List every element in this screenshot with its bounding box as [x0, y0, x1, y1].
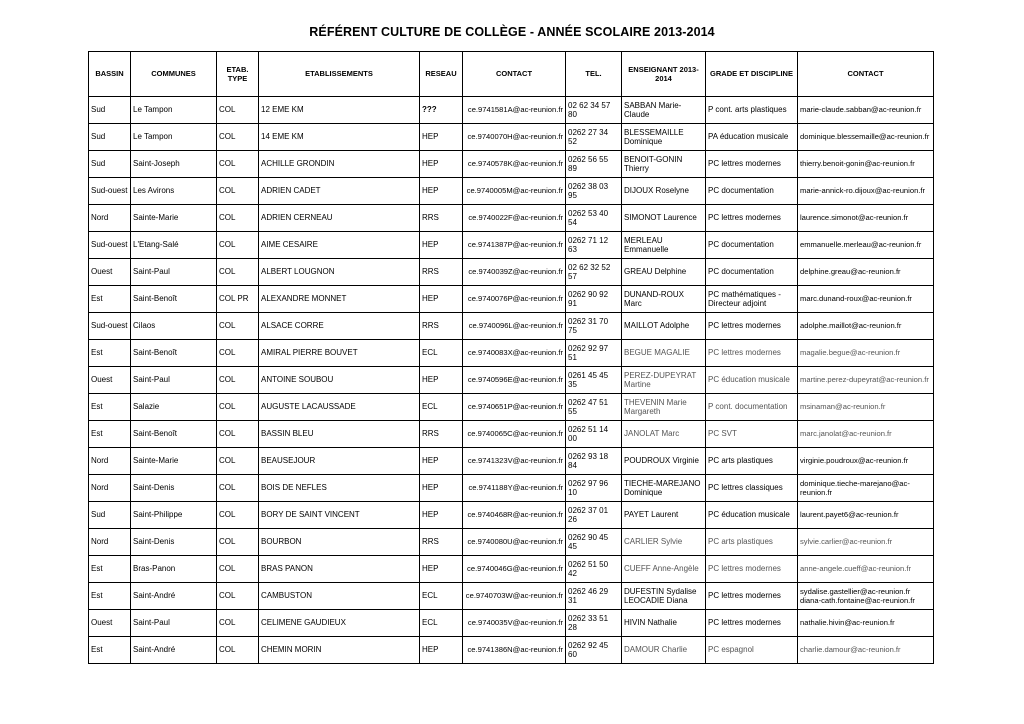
cell-bassin: Nord	[89, 448, 131, 475]
cell-grade: PC lettres modernes	[706, 205, 798, 232]
cell-email: martine.perez-dupeyrat@ac-reunion.fr	[798, 367, 934, 394]
cell-enseignant: THEVENIN Marie Margareth	[622, 394, 706, 421]
cell-bassin: Sud-ouest	[89, 232, 131, 259]
cell-etab-type: COL	[217, 367, 259, 394]
cell-etablissement: ADRIEN CERNEAU	[259, 205, 420, 232]
cell-grade: PC lettres modernes	[706, 583, 798, 610]
cell-tel: 0262 51 50 42	[566, 556, 622, 583]
cell-grade: PC documentation	[706, 259, 798, 286]
cell-enseignant: SABBAN Marie-Claude	[622, 97, 706, 124]
cell-bassin: Nord	[89, 205, 131, 232]
cell-contact: ce.9740076P@ac-reunion.fr	[463, 286, 566, 313]
cell-etablissement: AMIRAL PIERRE BOUVET	[259, 340, 420, 367]
cell-bassin: Est	[89, 583, 131, 610]
cell-contact: ce.9741581A@ac-reunion.fr	[463, 97, 566, 124]
cell-contact: ce.9741188Y@ac-reunion.fr	[463, 475, 566, 502]
table-row	[89, 502, 934, 529]
cell-bassin: Sud	[89, 151, 131, 178]
referents-table	[88, 51, 934, 664]
cell-etab-type: COL PR	[217, 286, 259, 313]
cell-email: sylvie.carlier@ac-reunion.fr	[798, 529, 934, 556]
cell-contact: ce.9740596E@ac-reunion.fr	[463, 367, 566, 394]
cell-tel: 02 62 34 57 80	[566, 97, 622, 124]
cell-bassin: Est	[89, 637, 131, 664]
cell-tel: 0262 31 70 75	[566, 313, 622, 340]
cell-contact: ce.9740035V@ac-reunion.fr	[463, 610, 566, 637]
header-communes: COMMUNES	[131, 52, 217, 97]
cell-contact: ce.9740065C@ac-reunion.fr	[463, 421, 566, 448]
cell-reseau: HEP	[420, 367, 463, 394]
cell-etablissement: CELIMENE GAUDIEUX	[259, 610, 420, 637]
cell-reseau: HEP	[420, 556, 463, 583]
cell-etab-type: COL	[217, 637, 259, 664]
cell-etab-type: COL	[217, 151, 259, 178]
table-row	[89, 340, 934, 367]
cell-contact: ce.9740578K@ac-reunion.fr	[463, 151, 566, 178]
cell-email: marc.janolat@ac-reunion.fr	[798, 421, 934, 448]
cell-enseignant: BLESSEMAILLE Dominique	[622, 124, 706, 151]
cell-tel: 0262 56 55 89	[566, 151, 622, 178]
cell-reseau: ECL	[420, 340, 463, 367]
cell-email: marie-claude.sabban@ac-reunion.fr	[798, 97, 934, 124]
cell-email: laurent.payet6@ac-reunion.fr	[798, 502, 934, 529]
cell-enseignant: BEGUE MAGALIE	[622, 340, 706, 367]
cell-grade: PC arts plastiques	[706, 448, 798, 475]
header-contact-email: CONTACT	[798, 52, 934, 97]
cell-etablissement: ADRIEN CADET	[259, 178, 420, 205]
cell-enseignant: PAYET Laurent	[622, 502, 706, 529]
cell-etab-type: COL	[217, 448, 259, 475]
table-row	[89, 151, 934, 178]
cell-enseignant: MERLEAU Emmanuelle	[622, 232, 706, 259]
cell-contact: ce.9740080U@ac-reunion.fr	[463, 529, 566, 556]
cell-reseau: HEP	[420, 124, 463, 151]
cell-email: dominique.tieche-marejano@ac-reunion.fr	[798, 475, 934, 502]
cell-etablissement: BORY DE SAINT VINCENT	[259, 502, 420, 529]
cell-email: charlie.damour@ac-reunion.fr	[798, 637, 934, 664]
cell-tel: 0261 45 45 35	[566, 367, 622, 394]
cell-commune: Le Tampon	[131, 124, 217, 151]
cell-enseignant: MAILLOT Adolphe	[622, 313, 706, 340]
cell-etab-type: COL	[217, 529, 259, 556]
cell-grade: PC espagnol	[706, 637, 798, 664]
page-title: RÉFÉRENT CULTURE DE COLLÈGE - ANNÉE SCOLAIRE 2013-2014	[309, 25, 715, 39]
cell-email: laurence.simonot@ac-reunion.fr	[798, 205, 934, 232]
header-contact: CONTACT	[463, 52, 566, 97]
table-row	[89, 205, 934, 232]
cell-etab-type: COL	[217, 340, 259, 367]
cell-reseau: RRS	[420, 529, 463, 556]
cell-grade: PC lettres classiques	[706, 475, 798, 502]
cell-enseignant: SIMONOT Laurence	[622, 205, 706, 232]
table-row	[89, 232, 934, 259]
cell-grade: PC SVT	[706, 421, 798, 448]
cell-bassin: Ouest	[89, 610, 131, 637]
cell-commune: Saint-André	[131, 583, 217, 610]
cell-commune: Saint-Denis	[131, 529, 217, 556]
cell-etablissement: 12 EME KM	[259, 97, 420, 124]
cell-etab-type: COL	[217, 556, 259, 583]
table-row	[89, 637, 934, 664]
cell-etab-type: COL	[217, 178, 259, 205]
cell-bassin: Sud	[89, 97, 131, 124]
cell-grade: PC éducation musicale	[706, 502, 798, 529]
cell-email: marc.dunand-roux@ac-reunion.fr	[798, 286, 934, 313]
cell-reseau: RRS	[420, 421, 463, 448]
table-row	[89, 286, 934, 313]
cell-reseau: HEP	[420, 286, 463, 313]
cell-reseau: RRS	[420, 205, 463, 232]
cell-grade: PC documentation	[706, 232, 798, 259]
cell-contact: ce.9740070H@ac-reunion.fr	[463, 124, 566, 151]
cell-enseignant: DUFESTIN Sydalise LEOCADIE Diana	[622, 583, 706, 610]
cell-etab-type: COL	[217, 583, 259, 610]
cell-enseignant: TIECHE-MAREJANO Dominique	[622, 475, 706, 502]
table-row	[89, 97, 934, 124]
cell-contact: ce.9740651P@ac-reunion.fr	[463, 394, 566, 421]
cell-email: dominique.blessemaille@ac-reunion.fr	[798, 124, 934, 151]
cell-tel: 0262 51 14 00	[566, 421, 622, 448]
cell-commune: Saint-Benoît	[131, 340, 217, 367]
cell-enseignant: PEREZ-DUPEYRAT Martine	[622, 367, 706, 394]
cell-enseignant: GREAU Delphine	[622, 259, 706, 286]
table-row	[89, 610, 934, 637]
table-row	[89, 178, 934, 205]
cell-tel: 0262 33 51 28	[566, 610, 622, 637]
cell-etablissement: BOIS DE NEFLES	[259, 475, 420, 502]
cell-grade: PC lettres modernes	[706, 340, 798, 367]
cell-contact: ce.9740096L@ac-reunion.fr	[463, 313, 566, 340]
cell-etab-type: COL	[217, 475, 259, 502]
cell-commune: Salazie	[131, 394, 217, 421]
cell-etab-type: COL	[217, 124, 259, 151]
table-row	[89, 475, 934, 502]
header-bassin: BASSIN	[89, 52, 131, 97]
cell-grade: PC lettres modernes	[706, 610, 798, 637]
cell-reseau: HEP	[420, 151, 463, 178]
table-row	[89, 394, 934, 421]
cell-tel: 0262 47 51 55	[566, 394, 622, 421]
cell-email: magalie.begue@ac-reunion.fr	[798, 340, 934, 367]
cell-grade: P cont. documentation	[706, 394, 798, 421]
header-tel: TEL.	[566, 52, 622, 97]
cell-email: virginie.poudroux@ac-reunion.fr	[798, 448, 934, 475]
cell-etablissement: AUGUSTE LACAUSSADE	[259, 394, 420, 421]
cell-commune: Saint-Benoît	[131, 421, 217, 448]
cell-enseignant: POUDROUX Virginie	[622, 448, 706, 475]
cell-reseau: RRS	[420, 259, 463, 286]
table-row	[89, 421, 934, 448]
cell-tel: 0262 92 45 60	[566, 637, 622, 664]
cell-contact: ce.9740468R@ac-reunion.fr	[463, 502, 566, 529]
cell-grade: PC mathématiques - Directeur adjoint	[706, 286, 798, 313]
table-row	[89, 313, 934, 340]
header-etab-type: ETAB. TYPE	[217, 52, 259, 97]
cell-commune: Sainte-Marie	[131, 205, 217, 232]
cell-tel: 0262 90 45 45	[566, 529, 622, 556]
cell-commune: Les Avirons	[131, 178, 217, 205]
cell-tel: 0262 71 12 63	[566, 232, 622, 259]
cell-reseau: HEP	[420, 637, 463, 664]
cell-commune: Saint-Paul	[131, 259, 217, 286]
cell-etab-type: COL	[217, 394, 259, 421]
cell-contact: ce.9741387P@ac-reunion.fr	[463, 232, 566, 259]
cell-bassin: Sud	[89, 502, 131, 529]
cell-reseau: ???	[420, 97, 463, 124]
cell-etablissement: ACHILLE GRONDIN	[259, 151, 420, 178]
cell-etab-type: COL	[217, 610, 259, 637]
cell-reseau: HEP	[420, 502, 463, 529]
cell-etab-type: COL	[217, 502, 259, 529]
cell-bassin: Sud-ouest	[89, 178, 131, 205]
cell-enseignant: BENOIT-GONIN Thierry	[622, 151, 706, 178]
cell-reseau: ECL	[420, 610, 463, 637]
cell-bassin: Est	[89, 340, 131, 367]
header-row	[89, 52, 934, 97]
table-row	[89, 556, 934, 583]
cell-tel: 02 62 32 52 57	[566, 259, 622, 286]
cell-reseau: HEP	[420, 448, 463, 475]
cell-enseignant: JANOLAT Marc	[622, 421, 706, 448]
cell-commune: Saint-Philippe	[131, 502, 217, 529]
cell-commune: Saint-Denis	[131, 475, 217, 502]
cell-etablissement: CAMBUSTON	[259, 583, 420, 610]
cell-tel: 0262 46 29 31	[566, 583, 622, 610]
cell-etablissement: BASSIN BLEU	[259, 421, 420, 448]
cell-bassin: Est	[89, 286, 131, 313]
cell-bassin: Nord	[89, 529, 131, 556]
cell-email: nathalie.hivin@ac-reunion.fr	[798, 610, 934, 637]
cell-tel: 0262 53 40 54	[566, 205, 622, 232]
cell-etablissement: BEAUSEJOUR	[259, 448, 420, 475]
cell-grade: PC éducation musicale	[706, 367, 798, 394]
cell-enseignant: DAMOUR Charlie	[622, 637, 706, 664]
cell-commune: Sainte-Marie	[131, 448, 217, 475]
cell-bassin: Sud-ouest	[89, 313, 131, 340]
cell-grade: PA éducation musicale	[706, 124, 798, 151]
cell-etab-type: COL	[217, 232, 259, 259]
cell-grade: PC arts plastiques	[706, 529, 798, 556]
cell-grade: PC documentation	[706, 178, 798, 205]
cell-email: marie-annick-ro.dijoux@ac-reunion.fr	[798, 178, 934, 205]
header-etablissements: ETABLISSEMENTS	[259, 52, 420, 97]
cell-contact: ce.9740005M@ac-reunion.fr	[463, 178, 566, 205]
cell-bassin: Est	[89, 394, 131, 421]
cell-contact: ce.9740703W@ac-reunion.fr	[463, 583, 566, 610]
cell-etablissement: BOURBON	[259, 529, 420, 556]
cell-commune: Saint-Paul	[131, 367, 217, 394]
table-row	[89, 583, 934, 610]
cell-email: msinaman@ac-reunion.fr	[798, 394, 934, 421]
cell-contact: ce.9740083X@ac-reunion.fr	[463, 340, 566, 367]
cell-bassin: Nord	[89, 475, 131, 502]
cell-etablissement: ALEXANDRE MONNET	[259, 286, 420, 313]
cell-tel: 0262 93 18 84	[566, 448, 622, 475]
table-row	[89, 529, 934, 556]
cell-tel: 0262 97 96 10	[566, 475, 622, 502]
cell-bassin: Est	[89, 556, 131, 583]
cell-reseau: HEP	[420, 475, 463, 502]
cell-enseignant: DUNAND-ROUX Marc	[622, 286, 706, 313]
cell-grade: PC lettres modernes	[706, 151, 798, 178]
cell-email: thierry.benoit-gonin@ac-reunion.fr	[798, 151, 934, 178]
cell-tel: 0262 90 92 91	[566, 286, 622, 313]
cell-bassin: Ouest	[89, 367, 131, 394]
cell-etab-type: COL	[217, 205, 259, 232]
cell-contact: ce.9740046G@ac-reunion.fr	[463, 556, 566, 583]
cell-email: anne-angele.cueff@ac-reunion.fr	[798, 556, 934, 583]
cell-email: delphine.greau@ac-reunion.fr	[798, 259, 934, 286]
cell-tel: 0262 37 01 26	[566, 502, 622, 529]
cell-email: adolphe.maillot@ac-reunion.fr	[798, 313, 934, 340]
cell-reseau: ECL	[420, 583, 463, 610]
table-row	[89, 259, 934, 286]
cell-contact: ce.9741323V@ac-reunion.fr	[463, 448, 566, 475]
cell-commune: Saint-Benoît	[131, 286, 217, 313]
cell-contact: ce.9740022F@ac-reunion.fr	[463, 205, 566, 232]
header-grade: GRADE ET DISCIPLINE	[706, 52, 798, 97]
cell-grade: PC lettres modernes	[706, 556, 798, 583]
cell-bassin: Sud	[89, 124, 131, 151]
cell-grade: P cont. arts plastiques	[706, 97, 798, 124]
cell-etablissement: 14 EME KM	[259, 124, 420, 151]
table-row	[89, 367, 934, 394]
cell-tel: 0262 38 03 95	[566, 178, 622, 205]
cell-etab-type: COL	[217, 97, 259, 124]
cell-bassin: Ouest	[89, 259, 131, 286]
cell-etab-type: COL	[217, 259, 259, 286]
cell-etablissement: CHEMIN MORIN	[259, 637, 420, 664]
header-reseau: RESEAU	[420, 52, 463, 97]
cell-contact: ce.9740039Z@ac-reunion.fr	[463, 259, 566, 286]
cell-enseignant: DIJOUX Roselyne	[622, 178, 706, 205]
cell-commune: Cilaos	[131, 313, 217, 340]
cell-commune: L'Etang-Salé	[131, 232, 217, 259]
cell-etab-type: COL	[217, 313, 259, 340]
cell-enseignant: CARLIER Sylvie	[622, 529, 706, 556]
table-row	[89, 124, 934, 151]
cell-commune: Saint-André	[131, 637, 217, 664]
cell-enseignant: HIVIN Nathalie	[622, 610, 706, 637]
cell-bassin: Est	[89, 421, 131, 448]
header-enseignant: ENSEIGNANT 2013-2014	[622, 52, 706, 97]
cell-reseau: HEP	[420, 232, 463, 259]
cell-etablissement: BRAS PANON	[259, 556, 420, 583]
cell-reseau: RRS	[420, 313, 463, 340]
cell-tel: 0262 27 34 52	[566, 124, 622, 151]
cell-commune: Saint-Paul	[131, 610, 217, 637]
table-row	[89, 448, 934, 475]
cell-etab-type: COL	[217, 421, 259, 448]
cell-reseau: ECL	[420, 394, 463, 421]
cell-email: sydalise.gastellier@ac-reunion.fr diana-cath.fontaine@ac-reunion.fr	[798, 583, 934, 610]
cell-etablissement: ALSACE CORRE	[259, 313, 420, 340]
cell-enseignant: CUEFF Anne-Angèle	[622, 556, 706, 583]
cell-reseau: HEP	[420, 178, 463, 205]
cell-commune: Saint-Joseph	[131, 151, 217, 178]
cell-etablissement: ALBERT LOUGNON	[259, 259, 420, 286]
cell-commune: Le Tampon	[131, 97, 217, 124]
cell-tel: 0262 92 97 51	[566, 340, 622, 367]
cell-commune: Bras-Panon	[131, 556, 217, 583]
cell-grade: PC lettres modernes	[706, 313, 798, 340]
cell-contact: ce.9741386N@ac-reunion.fr	[463, 637, 566, 664]
cell-etablissement: AIME CESAIRE	[259, 232, 420, 259]
cell-email: emmanuelle.merleau@ac-reunion.fr	[798, 232, 934, 259]
cell-etablissement: ANTOINE SOUBOU	[259, 367, 420, 394]
